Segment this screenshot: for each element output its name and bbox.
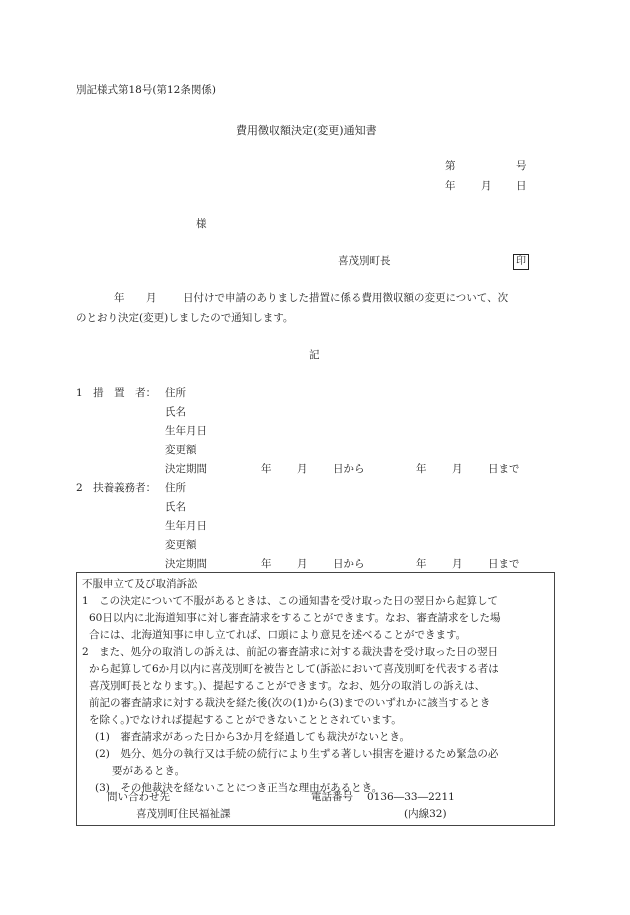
recipient-suffix: 様 bbox=[196, 218, 207, 230]
notice-item-2-cont: 要があるとき。 bbox=[112, 765, 186, 777]
notice-line: 2 また、処分の取消しの訴えは、前記の審査請求に対する裁決書を受け取った日の翌日 bbox=[82, 646, 499, 658]
section-1-field-name: 氏名 bbox=[165, 406, 186, 418]
section-2-period-month-to: 月 bbox=[452, 558, 463, 570]
section-2-period-year-from: 年 bbox=[261, 558, 272, 570]
contact-label: 問い合わせ先 bbox=[107, 791, 170, 803]
phone-number: 0136―33―2211 bbox=[367, 791, 455, 803]
section-2-field-birthdate: 生年月日 bbox=[165, 520, 207, 532]
intro-month: 月 bbox=[146, 292, 157, 304]
notice-item-1: (1) 審査請求があった日から3か月を経過しても裁決がないとき。 bbox=[95, 731, 411, 743]
seal-mark: 印 bbox=[513, 254, 529, 270]
intro-line-2: のとおり決定(変更)しましたので通知します。 bbox=[76, 312, 294, 324]
section-1-period-year-from: 年 bbox=[261, 463, 272, 475]
section-2-field-period: 決定期間 bbox=[165, 558, 207, 570]
appeal-notice-box bbox=[76, 572, 555, 826]
section-1-period-year-to: 年 bbox=[416, 463, 427, 475]
section-2-field-amount: 変更額 bbox=[165, 539, 197, 551]
issuer-name: 喜茂別町長 bbox=[338, 255, 391, 267]
section-2-field-name: 氏名 bbox=[165, 501, 186, 513]
section-2-period-day-to: 日まで bbox=[488, 558, 520, 570]
section-1-period-month-to: 月 bbox=[452, 463, 463, 475]
section-1-field-birthdate: 生年月日 bbox=[165, 425, 207, 437]
section-2-period-day-from: 日から bbox=[333, 558, 365, 570]
notice-line: 喜茂別町長となります。)、提起することができます。なお、処分の取消しの訴えは、 bbox=[89, 680, 486, 692]
notice-heading: 不服申立て及び取消訴訟 bbox=[82, 578, 198, 590]
notice-item-2: (2) 処分、処分の執行又は手続の続行により生ずる著しい損害を避けるため緊急の必 bbox=[95, 748, 499, 760]
phone-extension: (内線32) bbox=[404, 808, 447, 820]
intro-year: 年 bbox=[114, 292, 125, 304]
section-1-label: 1 措 置 者： bbox=[76, 387, 157, 399]
form-reference: 別記様式第18号(第12条関係) bbox=[76, 84, 216, 96]
section-1-field-amount: 変更額 bbox=[165, 444, 197, 456]
section-2-label: 2 扶養義務者： bbox=[76, 482, 157, 494]
ki-mark: 記 bbox=[309, 349, 320, 361]
section-1-period-day-from: 日から bbox=[333, 463, 365, 475]
notice-item-3: (3) その他裁決を経ないことにつき正当な理由があるとき。 bbox=[95, 782, 383, 794]
document-title: 費用徴収額決定(変更)通知書 bbox=[236, 124, 377, 137]
section-2-period-year-to: 年 bbox=[416, 558, 427, 570]
phone-label: 電話番号 bbox=[311, 791, 353, 803]
section-1-field-period: 決定期間 bbox=[165, 463, 207, 475]
section-2-field-address: 住所 bbox=[165, 482, 186, 494]
notice-line: 合には、北海道知事に申し立てれば、口頭により意見を述べることができます。 bbox=[89, 629, 467, 641]
date-year: 年 bbox=[445, 180, 456, 192]
notice-line: 1 この決定について不服があるときは、この通知書を受け取った日の翌日から起算して bbox=[82, 595, 498, 607]
notice-line: 前記の審査請求に対する裁決を経た後(次の(1)から(3)までのいずれかに該当するとき bbox=[89, 697, 491, 709]
number-prefix: 第 bbox=[445, 160, 456, 172]
number-suffix: 号 bbox=[516, 160, 527, 172]
section-2-period-month-from: 月 bbox=[297, 558, 308, 570]
notice-line: から起算して6か月以内に喜茂別町を被告として(訴訟において喜茂別町を代表する者は bbox=[89, 663, 499, 675]
notice-line: 60日以内に北海道知事に対し審査請求をすることができます。なお、審査請求をした場 bbox=[89, 612, 501, 624]
section-1-field-address: 住所 bbox=[165, 387, 186, 399]
intro-line-1: 日付けで申請のありました措置に係る費用徴収額の変更について、次 bbox=[183, 292, 509, 304]
section-1-period-day-to: 日まで bbox=[488, 463, 520, 475]
notice-line: を除く。)でなければ提起することができないこととされています。 bbox=[89, 714, 402, 726]
date-day: 日 bbox=[516, 180, 527, 192]
contact-department: 喜茂別町住民福祉課 bbox=[136, 808, 231, 820]
section-1-period-month-from: 月 bbox=[297, 463, 308, 475]
date-month: 月 bbox=[481, 180, 492, 192]
